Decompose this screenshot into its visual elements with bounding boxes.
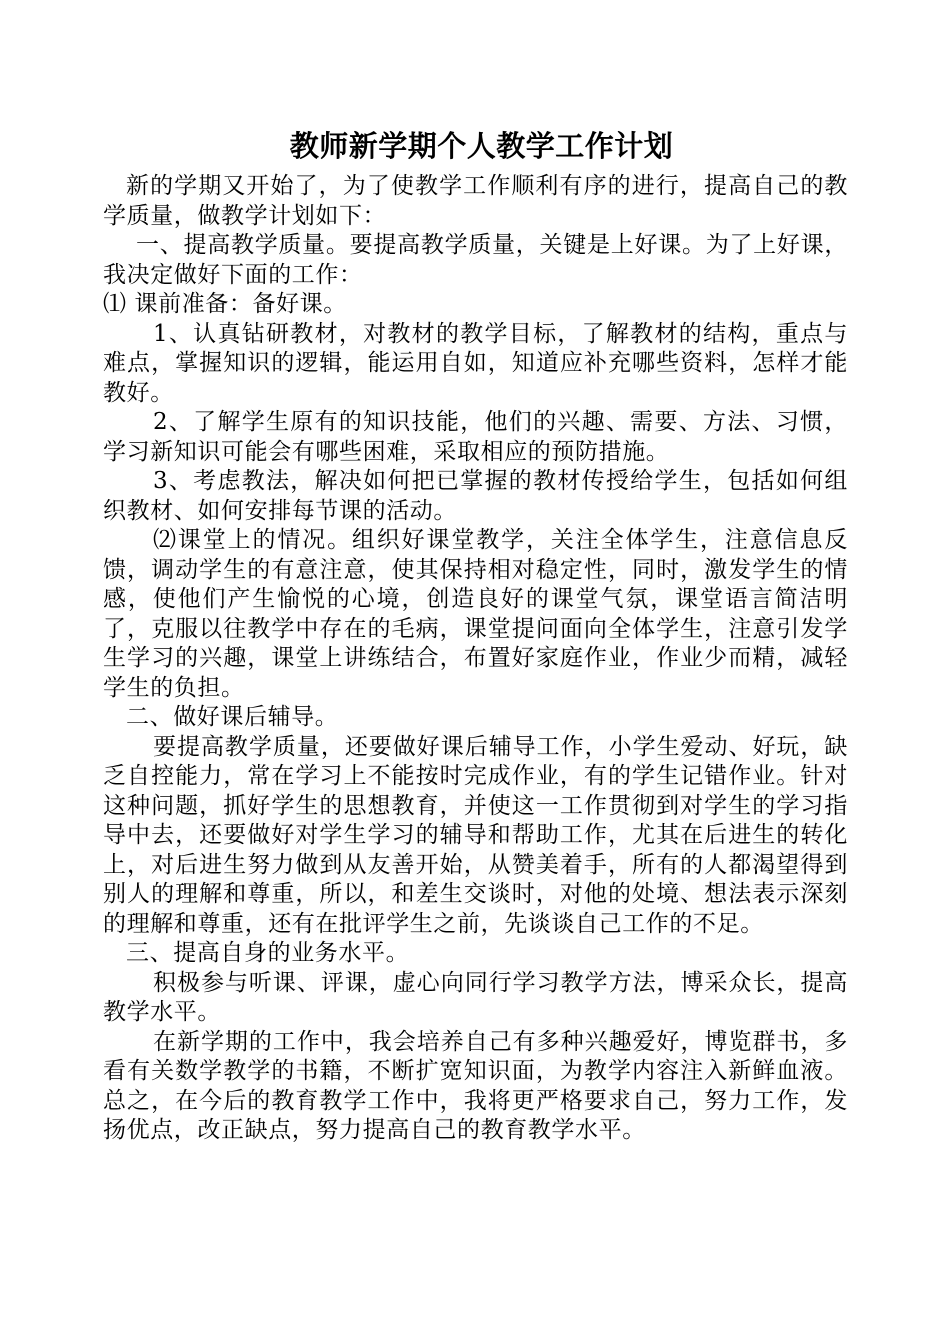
paragraph-section-3-heading: 三、提高自身的业务水平。 bbox=[126, 940, 410, 966]
paragraph-item-3: 3、考虑教法，解决如何把已掌握的教材传授给学生，包括如何组织教材、如何安排每节课的活动。 bbox=[103, 468, 848, 524]
paragraph-tutoring: 要提高教学质量，还要做好课后辅导工作，小学生爱动、好玩，缺乏自控能力，常在学习上不能按时完成作业，有的学生记错作业。针对这种问题，抓好学生的思想教育，并使这一工作贯彻到对学生的学习指导中去，还要做好对学生学习的辅导和帮助工作，尤其在后进生的转化上，对后进生努力做到从友善开始，从赞美着手，所有的人都渴望得到别人的理解和尊重，所以，和差生交谈时，对他的处境、想法表示深刻的理解和尊重，还有在批评学生之前，先谈谈自己工作的不足。 bbox=[103, 733, 848, 937]
paragraph-conclusion: 在新学期的工作中，我会培养自己有多种兴趣爱好，博览群书，多看有关数学教学的书籍，不断扩宽知识面，为教学内容注入新鲜血液。总之，在今后的教育教学工作中，我将更严格要求自己，努力工作，发扬优点，改正缺点，努力提高自己的教育教学水平。 bbox=[103, 1028, 848, 1143]
paragraph-section-1-heading: 一、提高教学质量。要提高教学质量，关键是上好课。为了上好课，我决定做好下面的工作： bbox=[103, 232, 848, 288]
paragraph-observation: 积极参与听课、评课，虚心向同行学习教学方法，博采众长，提高教学水平。 bbox=[103, 969, 848, 1025]
paragraph-lesson-prep: ⑴ 课前准备：备好课。 bbox=[103, 291, 347, 317]
document-title: 教师新学期个人教学工作计划 bbox=[289, 129, 674, 163]
paragraph-item-1: 1、认真钻研教材，对教材的教学目标，了解教材的结构，重点与难点，掌握知识的逻辑，能运用自如，知道应补充哪些资料，怎样才能教好。 bbox=[103, 320, 848, 406]
document-page bbox=[103, 120, 848, 1146]
paragraph-intro: 新的学期又开始了，为了使教学工作顺利有序的进行，提高自己的教学质量，做教学计划如下： bbox=[103, 173, 848, 229]
paragraph-item-2: 2、了解学生原有的知识技能，他们的兴趣、需要、方法、习惯，学习新知识可能会有哪些困难，采取相应的预防措施。 bbox=[103, 409, 848, 465]
paragraph-classroom: ⑵课堂上的情况。组织好课堂教学，关注全体学生，注意信息反馈，调动学生的有意注意，使其保持相对稳定性，同时，激发学生的情感，使他们产生愉悦的心境，创造良好的课堂气氛，课堂语言简洁明了，克服以往教学中存在的毛病，课堂提问面向全体学生，注意引发学生学习的兴趣，课堂上讲练结合，布置好家庭作业，作业少而精，减轻学生的负担。 bbox=[103, 527, 848, 701]
paragraph-section-2-heading: 二、做好课后辅导。 bbox=[126, 704, 339, 730]
